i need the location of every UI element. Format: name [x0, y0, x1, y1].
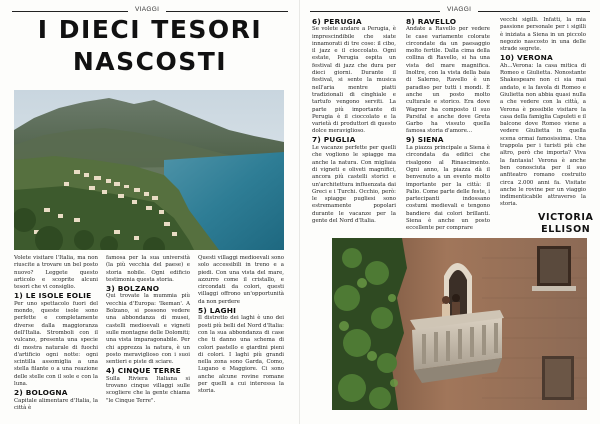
text-cinque-terre-cont: Questi villaggi medioevali sono solo accessibili in treno e a piedi. Con una vista del mare, azzurro come il cristallo, e circondati da colori, questi villaggi offrono un'opportunità da non perdere: [198, 255, 284, 305]
heading-siena: 9) SIENA: [406, 135, 444, 145]
heading-perugia: 6) PERUGIA: [312, 16, 362, 26]
title-line-2: NASCOSTI: [72, 47, 228, 76]
right-page: [300, 0, 600, 424]
text-siena-cont: vecchi sigilli. Infatti, la mia passione personale per i sigilli è iniziata a Siena in un piccolo negozio nascosto in una delle strade segrete.: [500, 17, 586, 53]
title-line-1: I DIECI TESORI: [37, 15, 263, 44]
verona-balcony-photo: [332, 238, 587, 410]
text-puglia: Le vacanze perfette per quelli che vogliono le spiagge ma anche la natura. Con migliaia di vigneti e oliveti magnifici, ancora più castelli storici e un'architettura influenzata dai Greci e i Turchi. Occhio, però: le spiagge pugliesi sono estremamente popolari durante le vacanze per la gente del Nord d'Italia.: [312, 145, 396, 225]
heading-bolzano: 3) BOLZANO: [106, 283, 160, 293]
right-column-2: [406, 17, 490, 233]
amalfi-coast-photo: [14, 90, 284, 250]
author-line-1: VICTORIA: [538, 212, 594, 223]
left-column-1: [14, 255, 98, 412]
header-rule-left-right-page: [310, 11, 440, 12]
author-line-2: ELLISON: [541, 224, 591, 235]
left-column-3: [198, 255, 284, 396]
heading-bologna: 2) BOLOGNA: [14, 387, 68, 397]
right-column-1: [312, 17, 396, 225]
left-column-2: [106, 255, 190, 405]
text-perugia: Se volete andare a Perugia, è imprescindibile che siate innamorati di tre cose: il cibo, il jazz e il cioccolato. Ogni estate, Perugia ospita un festival di jazz che dura per dieci giorni. Durante il festival, si sente la musica nell'aria mentre piatti tradizionali di cinghiale e tartufo vengono serviti. La parte più importante di Perugia è il cioccolato e la varietà di produttori di questo dolce meraviglioso.: [312, 26, 396, 135]
text-cinque-terre: Sulla Riviera Italiana si trovano cinque villaggi sulle scogliere che la gente chiama "le Cinque Terre".: [106, 375, 190, 404]
text-bolzano: Qui trovate la mummia più vecchia d'Europa: 'Ikeman'. A Bolzano, si possono vedere una abbondanza di musei, castelli medioevali e vigneti sulle montagne delle Dolomiti; una vista imparagonabile. Per chi apprezza la natura, è un posto meraviglioso con i suoi sentieri e piste di sciare.: [106, 293, 190, 366]
intro-text: Volete visitare l'Italia, ma non riuscite a trovare un bel posto nuovo? Leggete questo articolo e scoprite alcuni tesori che vi consiglio.: [14, 255, 98, 291]
header-rule-right: [166, 11, 288, 12]
text-bologna-start: Capitale alimentare d'Italia, la città è: [14, 397, 98, 411]
heading-isole-eolie: 1) LE ISOLE EOLIE: [14, 290, 92, 300]
section-tag-right: VIAGGI: [447, 6, 472, 13]
text-laghi: Il distretto dei laghi è uno dei posti più belli del Nord d'Italia: con la sua abbondanza di case che ti danno una schema di colori pastello e giardini pieni di colori. I laghi più grandi nella zona sono Garda, Como, Lugano e Maggiore. Ci sono anche alcune rovine romane per quelli a cui interessa la storia.: [198, 315, 284, 395]
header-rule-right-right-page: [478, 11, 590, 12]
text-verona: Ah...Verona: la casa mitica di Romeo e Giulietta. Nonostante Shakespeare non ci sia mai andato, e la favola di Romeo e Giulietta non abbia quasi nulla a che vedere con la città, a Verona è possibile visitare la casa della famiglia Capuleti e il balcone dove Romeo viene a vedere Giulietta in quella scena ormai famosissima. Una trappola per i turisti più che altro, però che importa? Viva la fantasia! Verona è anche ben conosciuta per il suo anfiteatro romano costruito circa 2.000 anni fa. Visitate anche le rovine per un viaggio indimenticabile attraverso la storia.: [500, 62, 586, 208]
section-tag: VIAGGI: [135, 6, 160, 13]
right-column-3: [500, 17, 586, 209]
heading-laghi: 5) LAGHI: [198, 305, 237, 315]
heading-verona: 10) VERONA: [500, 52, 553, 62]
article-title: [0, 14, 300, 78]
text-ravello: Andate a Ravello per vedere le case variamente colorate circondate da un paesaggio molto fertile. Dalla cima della collina di Ravello, si ha una vista del mare magnifica. Inoltre, con la vista della baia di Salerno, Ravello è un paradiso per tutti i mondi. È anche un posto molto culturale e storico. Era dove Wagner ha composto il suo Parsifal e anche dove Greta Garbo ha vissuto quella famosa storia d'amore...: [406, 26, 490, 135]
text-isole-eolie: Per uno spettacolo fuori del mondo, queste isole sono perfette e completamente diverse dalla maggioranza dell'Italia. Stromboli con il vulcano, presenta una specie di mostra naturale di fuochi d'artificio ogni notte: ogni scintilla assomiglia a una stella filante o a una reazione delle stelle con il sole e con la luna.: [14, 300, 98, 388]
header-rule-left: [12, 11, 128, 12]
author-name: [538, 212, 593, 236]
text-siena: La piazza principale a Siena è circondata da edifici che risalgono al Rinascimento. Ogni anno, la piazza dà il benvenuto a un evento molto importante per la città: il Palio. Come parte delle feste, i partecipanti indossano costumi medievali e tengono bandiere dai colori brillanti. Siena è anche un posto eccellente per comprare: [406, 145, 490, 232]
text-bologna-cont: famosa per la sua università (la più vecchia del paese) e storia nobile. Ogni edificio testimonia questa storia.: [106, 255, 190, 283]
heading-ravello: 8) RAVELLO: [406, 16, 457, 26]
heading-puglia: 7) PUGLIA: [312, 135, 356, 145]
heading-cinque-terre: 4) CINQUE TERRE: [106, 365, 181, 375]
